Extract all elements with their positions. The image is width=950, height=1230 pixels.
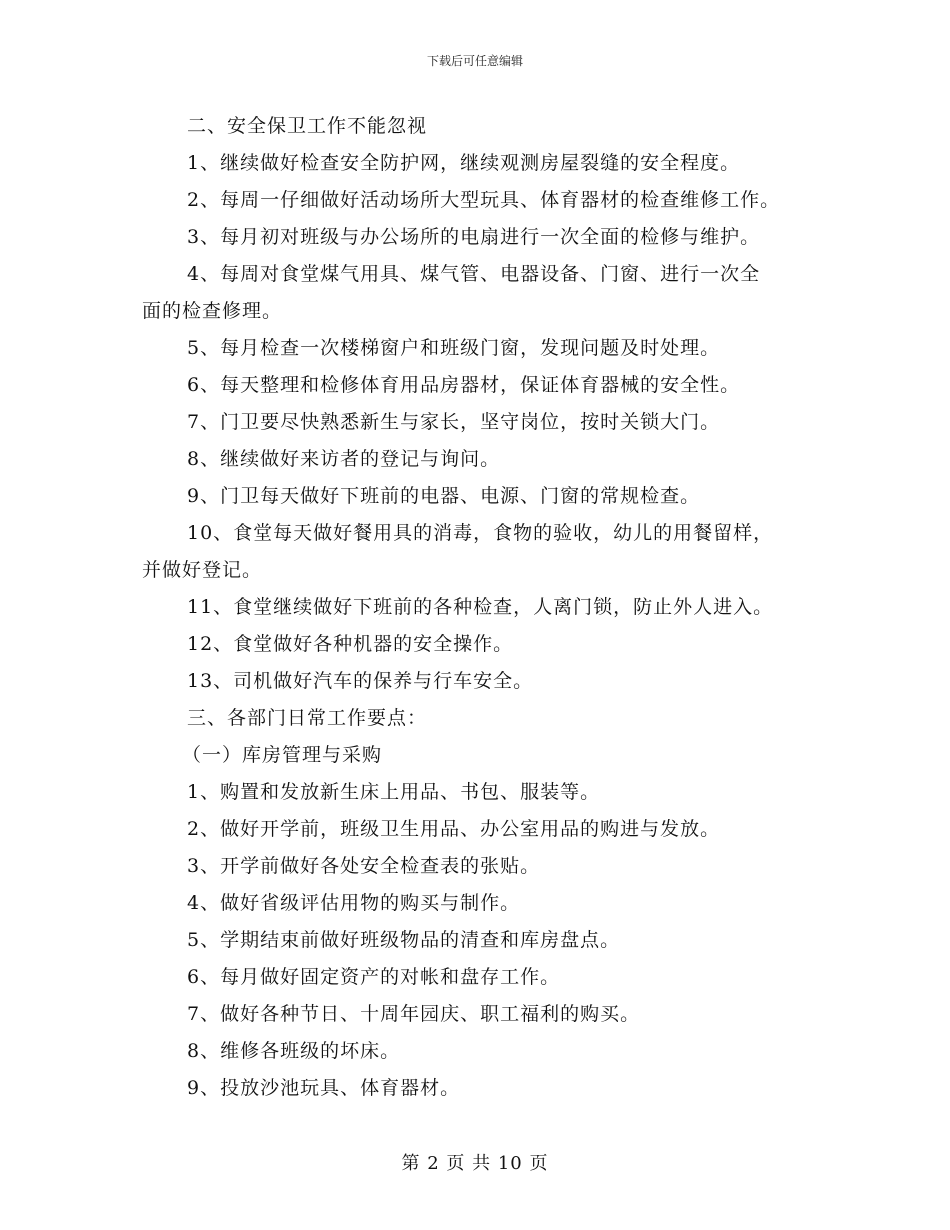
- paragraph-line: 4、每周对食堂煤气用具、煤气管、电器设备、门窗、进行一次全: [187, 263, 761, 285]
- paragraph-line-continuation: 面的检查修理。: [142, 300, 283, 322]
- section-heading-departments: 三、各部门日常工作要点：: [187, 707, 428, 729]
- paragraph-line: 11、食堂继续做好下班前的各种检查，人离门锁，防止外人进入。: [187, 596, 774, 618]
- paragraph-line: 8、继续做好来访者的登记与询问。: [187, 448, 501, 470]
- paragraph-line: 1、继续做好检查安全防护网，继续观测房屋裂缝的安全程度。: [187, 152, 741, 174]
- paragraph-line: 3、每月初对班级与办公场所的电扇进行一次全面的检修与维护。: [187, 226, 761, 248]
- page-number-footer: 第 2 页 共 10 页: [401, 1153, 549, 1174]
- paragraph-line: 4、做好省级评估用物的购买与制作。: [187, 892, 521, 914]
- section-heading-security: 二、安全保卫工作不能忽视: [187, 115, 428, 137]
- page-header: 下载后可任意编辑: [426, 54, 523, 68]
- paragraph-line: 5、学期结束前做好班级物品的清查和库房盘点。: [187, 929, 621, 951]
- paragraph-line: 2、做好开学前，班级卫生用品、办公室用品的购进与发放。: [187, 818, 721, 840]
- paragraph-line-continuation: 并做好登记。: [142, 559, 263, 581]
- paragraph-line: 6、每月做好固定资产的对帐和盘存工作。: [187, 966, 561, 988]
- paragraph-line: 10、食堂每天做好餐用具的消毒，食物的验收，幼儿的用餐留样，: [187, 522, 774, 544]
- subsection-heading-warehouse: （一）库房管理与采购: [182, 744, 383, 766]
- paragraph-line: 8、维修各班级的坏床。: [187, 1040, 401, 1062]
- paragraph-line: 3、开学前做好各处安全检查表的张贴。: [187, 855, 541, 877]
- document-body: [142, 108, 822, 1107]
- paragraph-line: 9、门卫每天做好下班前的电器、电源、门窗的常规检查。: [187, 485, 701, 507]
- paragraph-line: 6、每天整理和检修体育用品房器材，保证体育器械的安全性。: [187, 374, 741, 396]
- paragraph-line: 13、司机做好汽车的保养与行车安全。: [187, 670, 534, 692]
- paragraph-line: 2、每周一仔细做好活动场所大型玩具、体育器材的检查维修工作。: [187, 189, 781, 211]
- paragraph-line: 7、门卫要尽快熟悉新生与家长，坚守岗位，按时关锁大门。: [187, 411, 721, 433]
- paragraph-line: 7、做好各种节日、十周年园庆、职工福利的购买。: [187, 1003, 641, 1025]
- paragraph-line: 12、食堂做好各种机器的安全操作。: [187, 633, 514, 655]
- paragraph-line: 1、购置和发放新生床上用品、书包、服装等。: [187, 781, 601, 803]
- paragraph-line: 5、每月检查一次楼梯窗户和班级门窗，发现问题及时处理。: [187, 337, 721, 359]
- paragraph-line: 9、投放沙池玩具、体育器材。: [187, 1077, 461, 1099]
